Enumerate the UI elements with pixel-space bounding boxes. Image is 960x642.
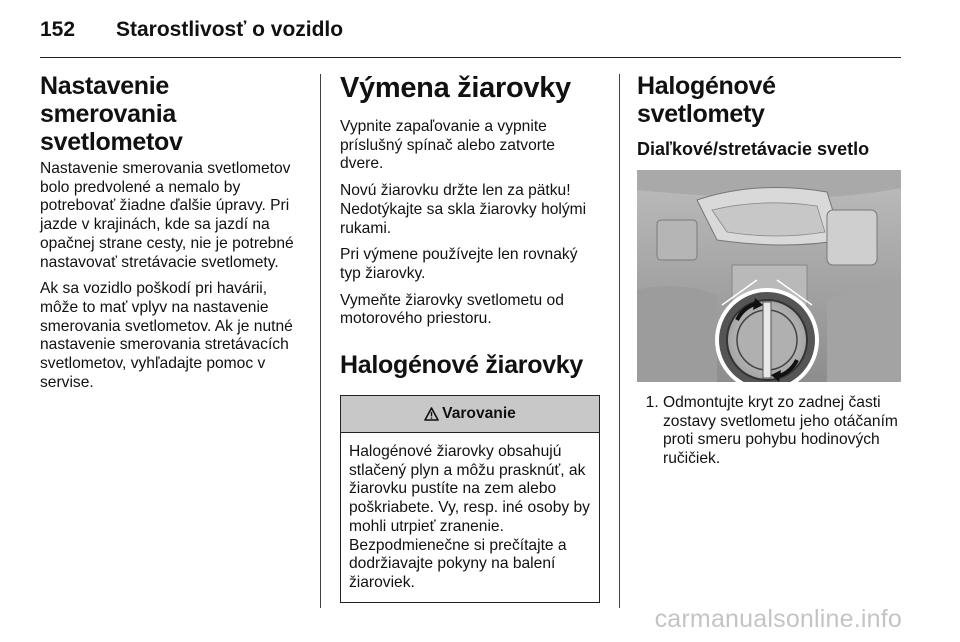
column-divider-1 bbox=[320, 74, 321, 608]
column-bulb-replacement bbox=[340, 72, 602, 603]
column-divider-2 bbox=[619, 74, 620, 608]
paragraph: Novú žiarovku držte len za pätku! Nedotýkajte sa skla žiarovky holými rukami. bbox=[340, 182, 587, 237]
warning-header bbox=[341, 396, 599, 433]
header-rule bbox=[40, 57, 901, 58]
section-heading-headlight-aiming: Nastavenie smerovania svetlometov bbox=[40, 72, 183, 156]
section-heading-halogen-bulbs: Halogénové žiarovky bbox=[340, 351, 584, 380]
page-header bbox=[40, 18, 343, 42]
instruction-steps bbox=[637, 394, 901, 469]
paragraph: Pri výmene používejte len rovnaký typ žiarovky. bbox=[340, 246, 578, 282]
paragraph: Vypnite zapaľovanie a vypnite príslušný spínač alebo zatvorte dvere. bbox=[340, 118, 555, 173]
subsection-heading-high-low-beam: Diaľkové/stretávacie svetlo bbox=[637, 139, 870, 159]
paragraph: Ak sa vozidlo poškodí pri havárii, môže to mať vplyv na nastavenie smerovania svetlometov. Ak je nutné nastavenie smerovania stretávacích svetlometov, vyhľadajte pomoc v servise. bbox=[40, 280, 293, 391]
warning-box bbox=[340, 395, 600, 603]
page-number: 152 bbox=[40, 18, 76, 41]
list-item bbox=[663, 394, 901, 469]
warning-triangle-icon bbox=[424, 407, 439, 421]
watermark: carmanualsonline.info bbox=[654, 605, 902, 633]
warning-text: Halogénové žiarovky obsahujú stlačený plyn a môžu prasknúť, ak žiarovku pustíte na zem alebo poškriabete. Vy, resp. iné osoby by mohli utrpieť zranenie. Bezpodmienečne si prečítajte a dodržiavajte pokyny na balení žiaroviek. bbox=[349, 443, 590, 591]
engine-bay-photo bbox=[637, 170, 901, 382]
warning-title: Varovanie bbox=[442, 404, 516, 422]
section-heading-bulb-replacement: Výmena žiarovky bbox=[340, 72, 571, 104]
paragraph: Vymeňte žiarovky svetlometu od motorového priestoru. bbox=[340, 291, 564, 328]
chapter-title: Starostlivosť o vozidlo bbox=[116, 18, 344, 41]
paragraph: Nastavenie smerovania svetlometov bolo predvolené a nemalo by potrebovať žiadne ďalšie úpravy. Pri jazde v krajinách, kde sa jazdí na opačnej strane cesty, nie je potrebné nastavovať stretávacie svetlomety. bbox=[40, 160, 294, 271]
column-headlight-aiming bbox=[40, 72, 305, 400]
section-heading-halogen-headlights: Halogénové svetlomety bbox=[637, 72, 776, 128]
column-halogen-headlights bbox=[637, 72, 901, 469]
step-text: Odmontujte kryt zo zadnej časti zostavy svetlometu jeho otáčaním proti smeru pohybu hodinových ručičiek. bbox=[663, 394, 898, 468]
